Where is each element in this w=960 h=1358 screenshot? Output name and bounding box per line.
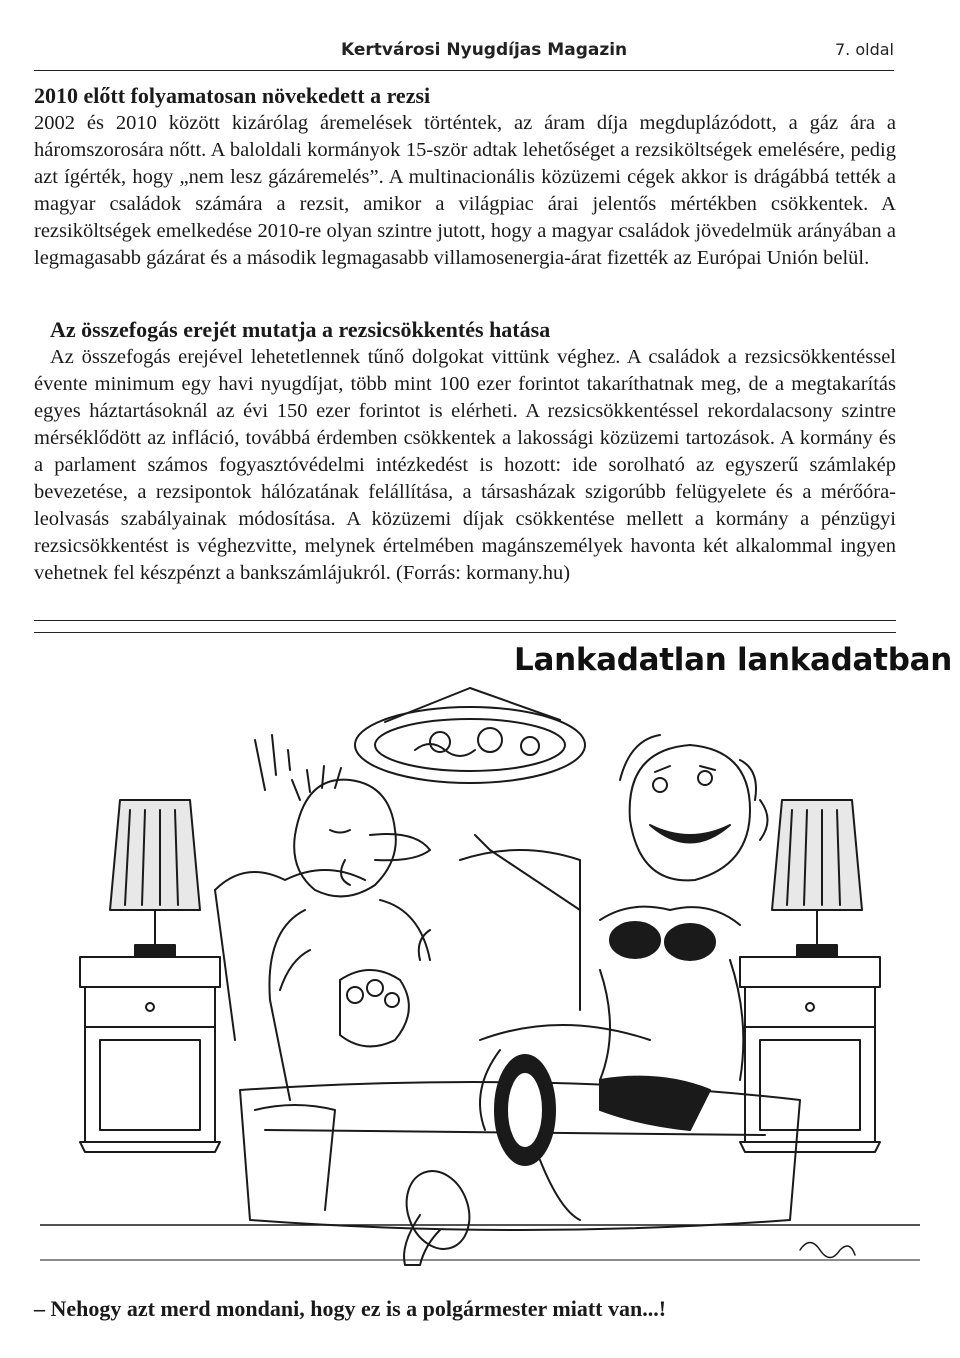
magazine-title: Kertvárosi Nyugdíjas Magazin	[341, 40, 628, 60]
cartoon-caption: – Nehogy azt merd mondani, hogy ez is a polgármester miatt van...!	[34, 1296, 667, 1321]
article-rezsicsokkentes	[34, 316, 896, 587]
clothes-icon	[495, 1055, 710, 1220]
wall-picture-icon	[355, 688, 585, 783]
cartoon-title: Lankadatlan lankadatban	[514, 642, 952, 678]
left-nightstand-icon	[80, 957, 220, 1152]
shoes-icon	[396, 1162, 480, 1265]
cartoon-illustration	[40, 660, 920, 1290]
article-body: Az összefogás erejével lehetetlennek tűnő dolgokat vittünk véghez. A családok a rezsicsökkentéssel évente minimum egy havi nyugdíjat, több mint 100 ezer forintot takaríthatnak meg, de a megtakarítás egyes háztartásoknál az évi 150 ezer forintot is elérheti. A rezsicsökkentéssel rekordalacsony szintre mérséklődött az infláció, továbbá érdemben csökkentek a lakossági közüzemi tartozások. A kormány és a parlament számos fogyasztóvédelmi intézkedést is hozott: ide sorolható az egyszerű számlakép bevezetése, a rezsipontok hálózatának felállítása, a társasházak szigorúbb felügyelete és a mérőóra-leolvasás szabályainak módosítása. A közüzemi díjak csökkentése mellett a kormány a pénzügyi rezsicsökkentést is véghezvitte, melynek értelmében magánszemélyek havonta két alkalommal ingyen vehetnek fel készpénzt a bankszámlájukról. (Forrás: kormany.hu)	[34, 346, 896, 584]
page-number: 7. oldal	[835, 40, 894, 59]
article-heading: Az összefogás erejét mutatja a rezsicsökkentés hatása	[50, 317, 551, 342]
right-lamp-icon	[772, 800, 862, 957]
article-body: 2002 és 2010 között kizárólag áremelések történtek, az áram díja megduplázódott, a gáz ára a háromszorosára nőtt. A baloldali kormányok 15-ször adtak lehetőséget a rezsiköltségek emelésére, pedig azt ígérték, hogy „nem lesz gázáremelés”. A multinacionális közüzemi cégek akkor is drágábbá tették a magyar családok számára a rezsit, amikor a világpiac árai jelentős mértékben csökkentek. A rezsiköltségek emelkedése 2010-re olyan szintre jutott, hogy a magyar családok jövedelmük arányában a legmagasabb gázárat és a második legmagasabb villamosenergia-árat fizették az Európai Unión belül.	[34, 112, 896, 269]
article-rezsi-before-2010	[34, 82, 896, 272]
right-nightstand-icon	[740, 957, 880, 1152]
divider	[34, 632, 896, 633]
article-heading: 2010 előtt folyamatosan növekedett a rezsi	[34, 83, 431, 108]
man-figure-icon	[269, 766, 430, 1100]
divider	[34, 620, 896, 621]
running-header	[34, 40, 894, 71]
left-lamp-icon	[110, 800, 200, 957]
